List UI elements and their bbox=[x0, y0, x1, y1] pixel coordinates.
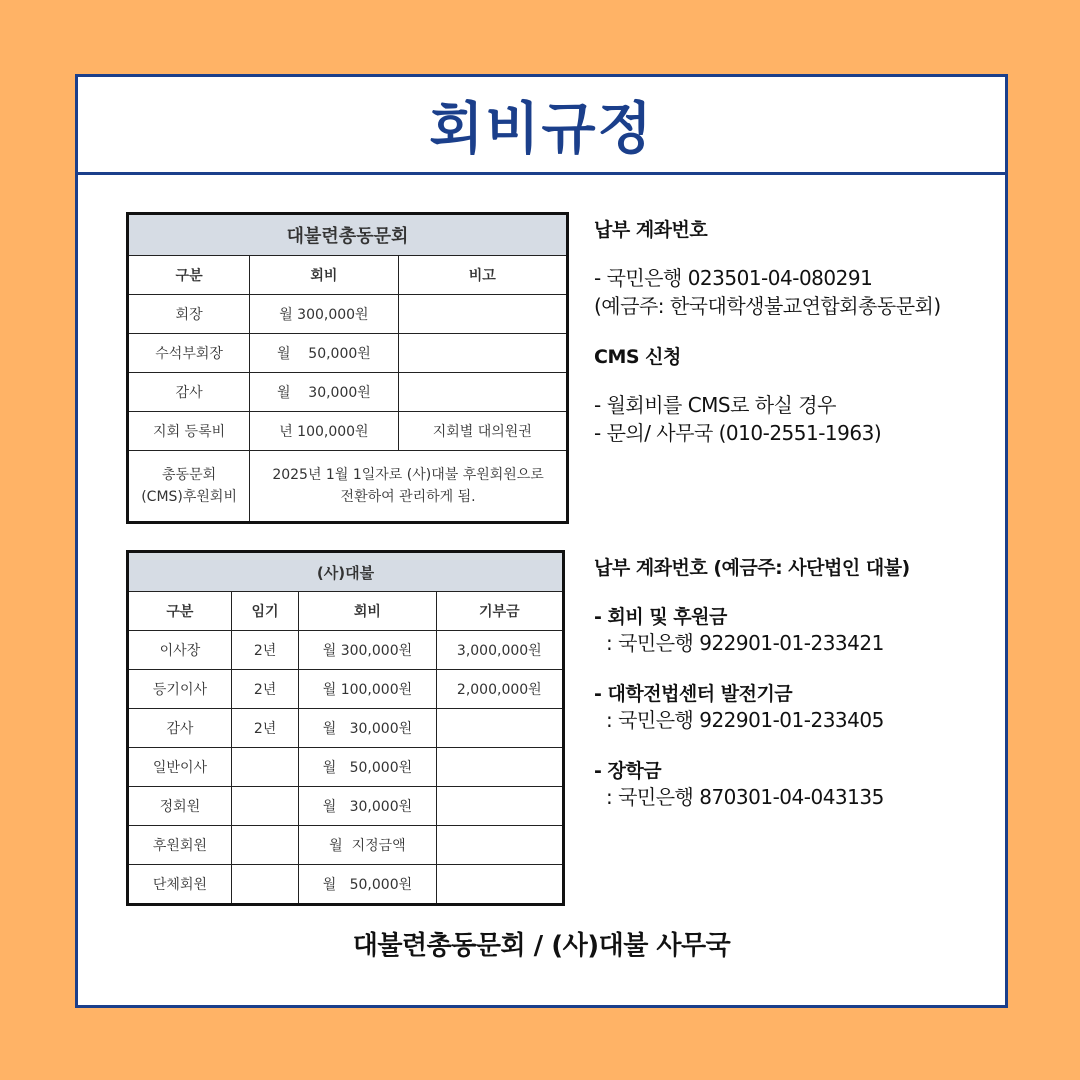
table-row bbox=[128, 709, 564, 748]
holder-line: (예금주: 한국대학생불교연합회총동문회) bbox=[594, 294, 941, 318]
section-heading: 납부 계좌번호 (예금주: 사단법인 대불) bbox=[594, 557, 910, 579]
section-heading: CMS 신청 bbox=[594, 346, 681, 368]
section-heading: 납부 계좌번호 bbox=[594, 219, 708, 241]
account-label: - 대학전법센터 발전기금 bbox=[594, 683, 793, 705]
cms-line: - 문의/ 사무국 (010-2551-1963) bbox=[594, 421, 882, 445]
account-info-corporation bbox=[594, 553, 910, 811]
column-header-row bbox=[128, 256, 568, 295]
account-info-alumni bbox=[594, 215, 941, 447]
table-row bbox=[128, 373, 568, 412]
table-row bbox=[128, 826, 564, 865]
table-row bbox=[128, 451, 568, 523]
table-row bbox=[128, 334, 568, 373]
table-cell: 월 지정금액 bbox=[299, 826, 436, 865]
footer-text: 대불련총동문회 / (사)대불 사무국 bbox=[352, 931, 731, 961]
column-header: 기부금 bbox=[436, 592, 563, 631]
table-cell: 월 30,000원 bbox=[299, 787, 436, 826]
table-cell: 일반이사 bbox=[128, 748, 232, 787]
table-cell: 감사 bbox=[128, 373, 250, 412]
table-cell: 단체회원 bbox=[128, 865, 232, 905]
column-header-row bbox=[128, 592, 564, 631]
table-cell: 월 300,000원 bbox=[250, 295, 398, 334]
table-cell: 월 50,000원 bbox=[299, 865, 436, 905]
table-cell bbox=[250, 451, 568, 523]
table-row bbox=[128, 412, 568, 451]
fee-regulation-card bbox=[75, 74, 1008, 1008]
cms-line: - 월회비를 CMS로 하실 경우 bbox=[594, 393, 836, 417]
table-cell: 월 30,000원 bbox=[250, 373, 398, 412]
table-cell: 3,000,000원 bbox=[436, 631, 563, 670]
table-row bbox=[128, 670, 564, 709]
table-cell: 감사 bbox=[128, 709, 232, 748]
title-bar bbox=[78, 77, 1005, 175]
table-title: (사)대불 bbox=[128, 552, 564, 592]
table-cell: 등기이사 bbox=[128, 670, 232, 709]
table-cell bbox=[398, 334, 567, 373]
table-cell: 회장 bbox=[128, 295, 250, 334]
account-line: : 국민은행 870301-04-043135 bbox=[606, 785, 884, 809]
table-cell: 2년 bbox=[231, 631, 298, 670]
account-label: - 회비 및 후원금 bbox=[594, 606, 727, 628]
table-cell: 정회원 bbox=[128, 787, 232, 826]
table-cell bbox=[436, 787, 563, 826]
account-line: : 국민은행 922901-01-233421 bbox=[606, 631, 884, 655]
table-cell bbox=[436, 826, 563, 865]
corporation-fee-table bbox=[126, 550, 565, 906]
page-title: 회비규정 bbox=[429, 96, 654, 162]
table-cell: 이사장 bbox=[128, 631, 232, 670]
table-title: 대불련총동문회 bbox=[128, 214, 568, 256]
table-cell: 지회 등록비 bbox=[128, 412, 250, 451]
table-cell bbox=[128, 451, 250, 523]
column-header: 회비 bbox=[299, 592, 436, 631]
account-line: - 국민은행 023501-04-080291 bbox=[594, 266, 873, 290]
table-cell bbox=[398, 373, 567, 412]
note-line: 2025년 1월 1일자로 (사)대불 후원회원으로 bbox=[272, 467, 544, 483]
table-cell: 2,000,000원 bbox=[436, 670, 563, 709]
table-cell: 월 50,000원 bbox=[250, 334, 398, 373]
table-cell bbox=[231, 826, 298, 865]
table-cell bbox=[436, 748, 563, 787]
table-cell: 월 100,000원 bbox=[299, 670, 436, 709]
table-row bbox=[128, 748, 564, 787]
category-line: 총동문회 bbox=[162, 467, 217, 483]
table-cell: 년 100,000원 bbox=[250, 412, 398, 451]
column-header: 비고 bbox=[398, 256, 567, 295]
table-cell bbox=[398, 295, 567, 334]
table-cell bbox=[436, 709, 563, 748]
table-header-row bbox=[128, 214, 568, 256]
table-cell: 월 300,000원 bbox=[299, 631, 436, 670]
table-cell: 월 30,000원 bbox=[299, 709, 436, 748]
table-cell bbox=[231, 865, 298, 905]
alumni-fee-table bbox=[126, 212, 569, 524]
category-line: (CMS)후원회비 bbox=[141, 489, 237, 505]
account-line: : 국민은행 922901-01-233405 bbox=[606, 708, 884, 732]
note-line: 전환하여 관리하게 됨. bbox=[340, 489, 476, 505]
table-row bbox=[128, 787, 564, 826]
column-header: 회비 bbox=[250, 256, 398, 295]
table-cell: 수석부회장 bbox=[128, 334, 250, 373]
table-cell bbox=[231, 787, 298, 826]
table-header-row bbox=[128, 552, 564, 592]
account-label: - 장학금 bbox=[594, 760, 662, 782]
table-cell bbox=[436, 865, 563, 905]
table-row bbox=[128, 865, 564, 905]
table-cell: 지회별 대의원권 bbox=[398, 412, 567, 451]
table-cell bbox=[231, 748, 298, 787]
table-cell: 2년 bbox=[231, 709, 298, 748]
table-cell: 2년 bbox=[231, 670, 298, 709]
table-cell: 후원회원 bbox=[128, 826, 232, 865]
table-cell: 월 50,000원 bbox=[299, 748, 436, 787]
table-row bbox=[128, 631, 564, 670]
column-header: 구분 bbox=[128, 592, 232, 631]
column-header: 구분 bbox=[128, 256, 250, 295]
table-row bbox=[128, 295, 568, 334]
column-header: 임기 bbox=[231, 592, 298, 631]
